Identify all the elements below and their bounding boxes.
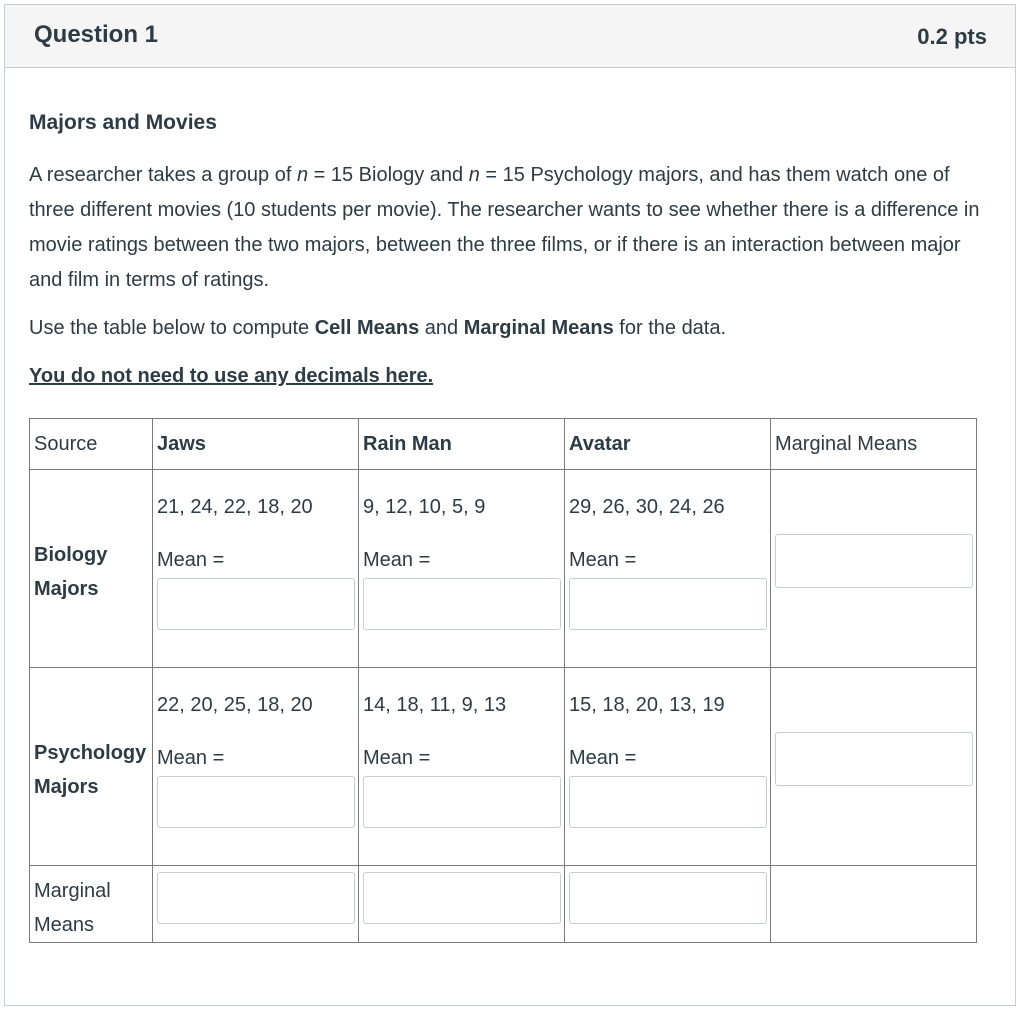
cell-psychology-avatar <box>565 668 771 866</box>
row-label-line: Majors <box>34 776 99 798</box>
cell-marginal-empty <box>771 866 977 943</box>
mean-label: Mean = <box>363 747 431 769</box>
means-table <box>29 418 977 943</box>
row-label <box>34 538 107 606</box>
row-label-cell <box>30 866 153 943</box>
question-note: You do not need to use any decimals here. <box>29 365 434 387</box>
mean-input-psychology-rain-man[interactable] <box>363 776 561 828</box>
cell-marginal-jaws <box>153 866 359 943</box>
row-label-cell <box>30 668 153 866</box>
cell-values: 21, 24, 22, 18, 20 <box>157 496 313 518</box>
marginal-mean-input-rain-man[interactable] <box>363 872 561 924</box>
mean-label: Mean = <box>157 747 225 769</box>
table-header-row <box>30 419 977 470</box>
cell-values: 9, 12, 10, 5, 9 <box>363 496 486 518</box>
row-label-line: Biology <box>34 544 108 566</box>
question-heading: Majors and Movies <box>29 111 217 134</box>
cell-values: 29, 26, 30, 24, 26 <box>569 496 725 518</box>
mean-label: Mean = <box>569 747 637 769</box>
instruction-text: for the data. <box>613 317 727 339</box>
question-title: Question 1 <box>34 21 159 48</box>
marginal-mean-input-biology[interactable] <box>775 534 973 588</box>
cell-psychology-rain-man <box>359 668 565 866</box>
cell-marginal-rain-man <box>359 866 565 943</box>
header-avatar: Avatar <box>565 419 771 470</box>
marginal-mean-input-avatar[interactable] <box>569 872 767 924</box>
cell-biology-rain-man <box>359 470 565 668</box>
row-label <box>34 874 111 942</box>
row-label-line: Majors <box>34 578 99 600</box>
table-row-biology <box>30 470 977 668</box>
cell-values: 15, 18, 20, 13, 19 <box>569 694 725 716</box>
cell-biology-marginal <box>771 470 977 668</box>
instruction-text: and <box>419 317 464 339</box>
question-instruction <box>29 313 989 343</box>
row-label-line: Psychology <box>34 742 147 764</box>
question-header <box>5 5 1015 68</box>
description-text: = 15 Biology and <box>308 164 469 186</box>
mean-input-biology-avatar[interactable] <box>569 578 767 630</box>
row-label-line: Means <box>34 914 95 936</box>
cell-marginal-avatar <box>565 866 771 943</box>
question-body <box>29 108 989 391</box>
header-jaws: Jaws <box>153 419 359 470</box>
cell-biology-avatar <box>565 470 771 668</box>
instruction-bold: Cell Means <box>314 317 420 339</box>
marginal-mean-input-psychology[interactable] <box>775 732 973 786</box>
table-row-psychology <box>30 668 977 866</box>
mean-label: Mean = <box>157 549 225 571</box>
cell-values: 22, 20, 25, 18, 20 <box>157 694 313 716</box>
mean-input-biology-jaws[interactable] <box>157 578 355 630</box>
row-label <box>34 736 146 804</box>
cell-values: 14, 18, 11, 9, 13 <box>363 694 507 716</box>
question-points: 0.2 pts <box>917 24 987 49</box>
cell-biology-jaws <box>153 470 359 668</box>
header-marginal-means: Marginal Means <box>771 419 977 470</box>
n-symbol: n <box>468 164 480 186</box>
header-rain-man: Rain Man <box>359 419 565 470</box>
mean-label: Mean = <box>363 549 431 571</box>
n-symbol: n <box>296 164 309 186</box>
mean-input-psychology-avatar[interactable] <box>569 776 767 828</box>
cell-psychology-marginal <box>771 668 977 866</box>
row-label-cell <box>30 470 153 668</box>
instruction-bold: Marginal Means <box>463 317 614 339</box>
description-text: A researcher takes a group of <box>29 164 297 186</box>
marginal-mean-input-jaws[interactable] <box>157 872 355 924</box>
row-label-line: Marginal <box>34 880 111 902</box>
mean-input-psychology-jaws[interactable] <box>157 776 355 828</box>
table-row-marginal-means <box>30 866 977 943</box>
question-description <box>29 158 989 298</box>
cell-psychology-jaws <box>153 668 359 866</box>
header-source: Source <box>30 419 153 470</box>
mean-label: Mean = <box>569 549 637 571</box>
description-text: = 15 Psychology majors, and has them watch one of three different movies (10 students per movie). The researcher wants to see whether there is a difference in movie ratings between the two majors, between the three films, or if there is an interaction between major and film in terms of ratings. <box>29 164 980 291</box>
mean-input-biology-rain-man[interactable] <box>363 578 561 630</box>
instruction-text: Use the table below to compute <box>29 317 315 339</box>
